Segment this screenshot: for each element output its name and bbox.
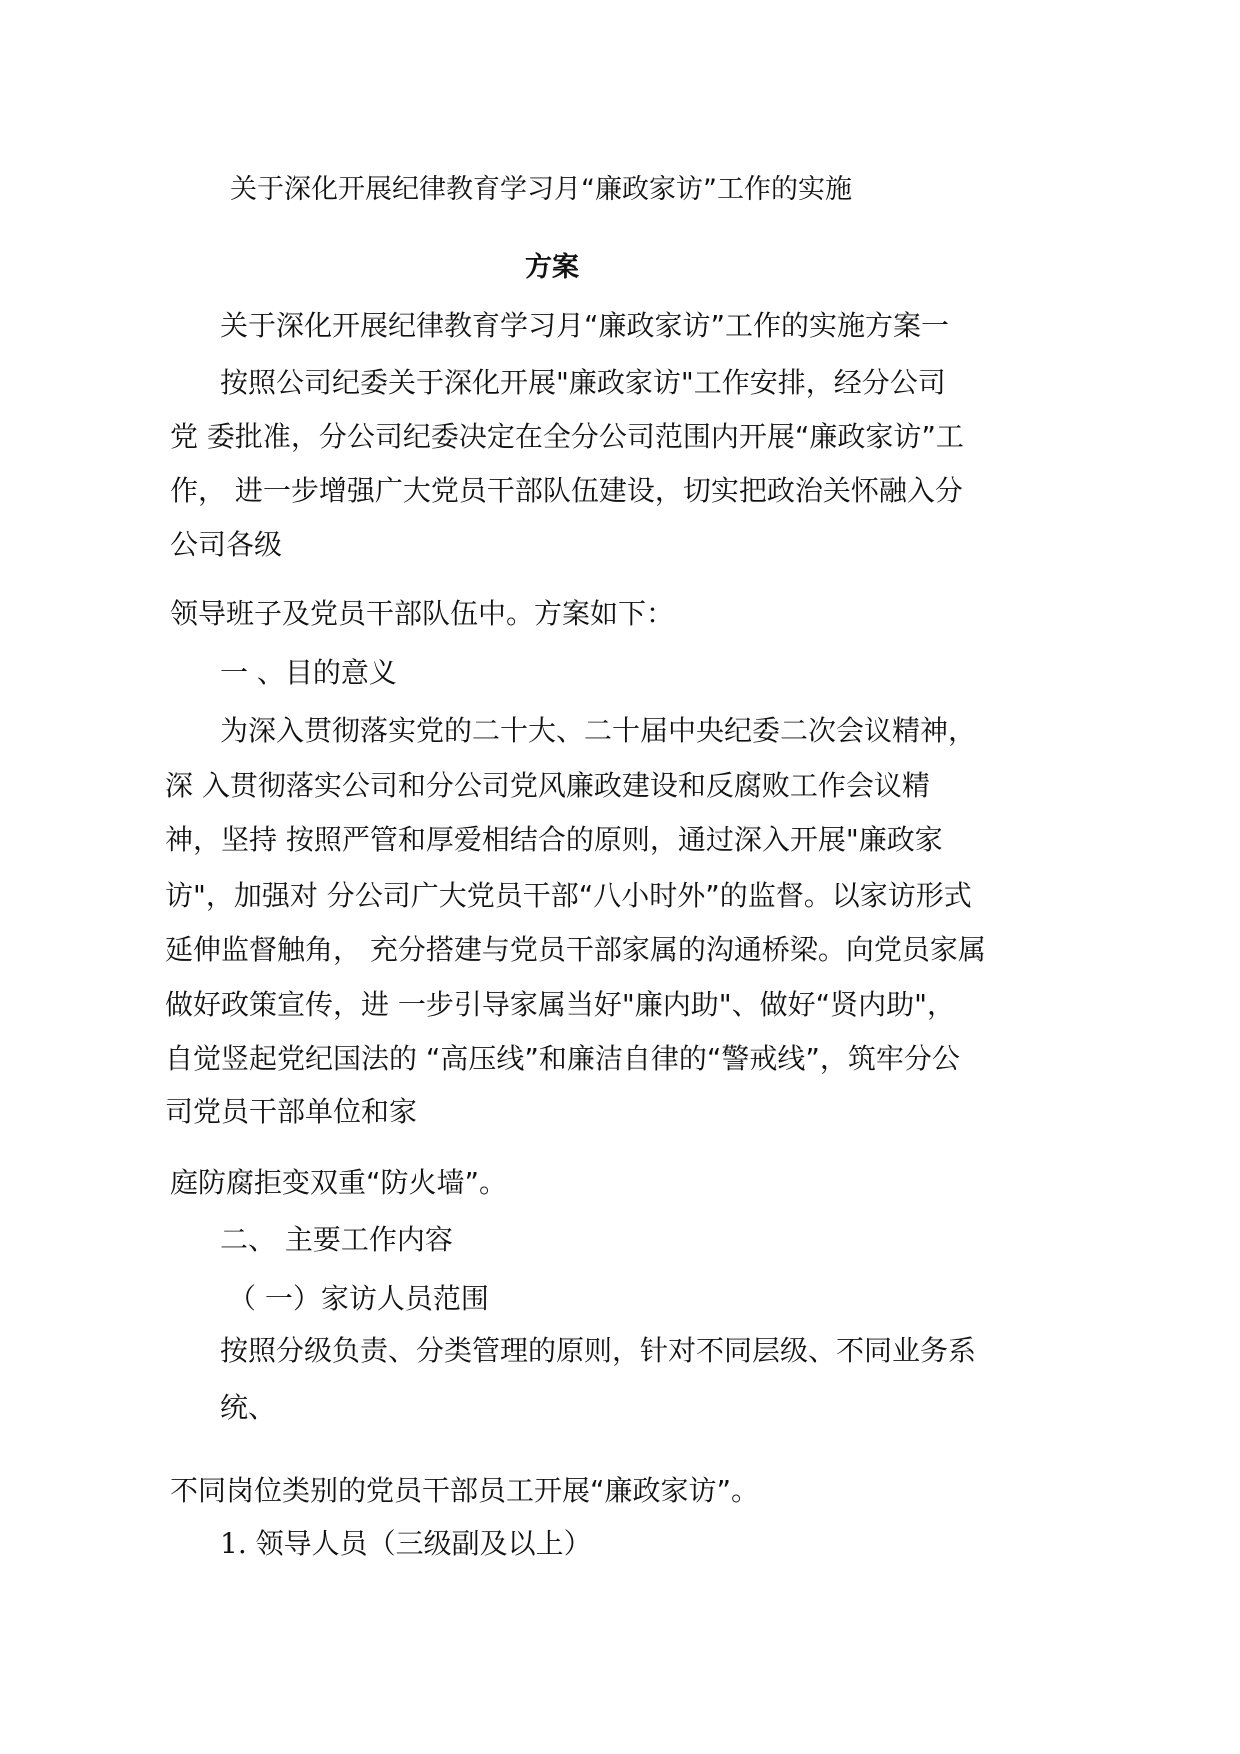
- list-item: 1. 领导人员（三级副及以上）: [220, 1527, 592, 1560]
- paragraph-line: 庭防腐拒变双重“防火墙”。: [170, 1166, 508, 1199]
- paragraph-line: 党 委批准，分公司纪委决定在全分公司范围内开展“廉政家访”工: [170, 420, 964, 453]
- paragraph-line: 不同岗位类别的党员干部员工开展“廉政家访”。: [170, 1474, 760, 1507]
- paragraph-line: 按照分级负责、分类管理的原则，针对不同层级、不同业务系: [220, 1334, 977, 1367]
- paragraph-line: 做好政策宣传，进 一步引导家属当好"廉内助"、做好“贤内助"，: [165, 988, 956, 1021]
- subsection-heading: （ 一）家访人员范围: [228, 1282, 489, 1315]
- paragraph-line: 关于深化开展纪律教育学习月“廉政家访”工作的实施方案一: [220, 309, 950, 342]
- paragraph-line: 访"，加强对 分公司广大党员干部“八小时外”的监督。以家访形式: [165, 879, 972, 912]
- paragraph-line: 司党员干部单位和家: [165, 1095, 418, 1128]
- paragraph-line: 自觉竖起党纪国法的 “高压线”和廉洁自律的“警戒线”，筑牢分公: [165, 1042, 960, 1075]
- paragraph-line: 神，坚持 按照严管和厚爱相结合的原则，通过深入开展"廉政家: [165, 823, 943, 856]
- paragraph-line: 作， 进一步增强广大党员干部队伍建设，切实把政治关怀融入分: [170, 474, 963, 507]
- paragraph-line: 为深入贯彻落实党的二十大、二十届中央纪委二次会议精神，: [220, 714, 977, 747]
- paragraph-line: 公司各级: [170, 528, 283, 561]
- document-subtitle: 方案: [525, 252, 579, 283]
- paragraph-line: 深 入贯彻落实公司和分公司党风廉政建设和反腐败工作会议精: [165, 769, 930, 802]
- document-title: 关于深化开展纪律教育学习月“廉政家访”工作的实施: [230, 174, 852, 205]
- paragraph-line: 领导班子及党员干部队伍中。方案如下：: [170, 597, 675, 630]
- section-heading: 一 、目的意义: [220, 656, 397, 689]
- paragraph-line: 按照公司纪委关于深化开展"廉政家访"工作安排，经分公司: [220, 366, 946, 399]
- paragraph-line: 延伸监督触角， 充分搭建与党员干部家属的沟通桥梁。向党员家属: [165, 933, 986, 966]
- section-heading: 二、 主要工作内容: [220, 1223, 453, 1256]
- paragraph-line: 统、: [220, 1391, 277, 1424]
